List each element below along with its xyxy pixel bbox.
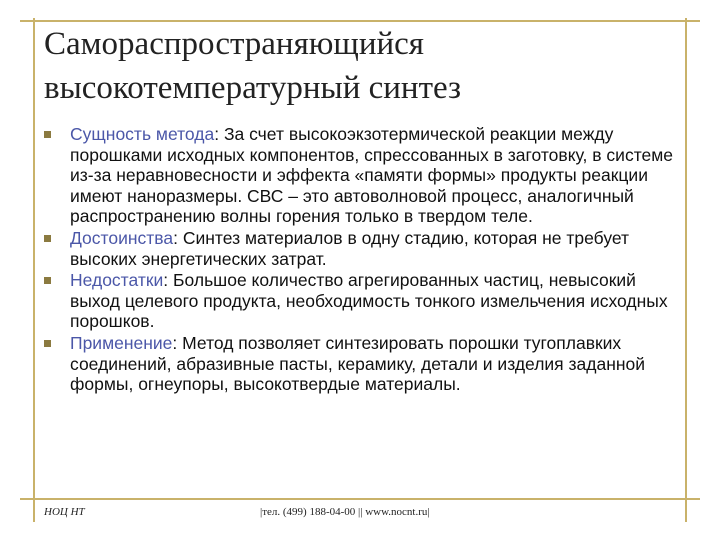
frame-left-line — [33, 18, 35, 522]
bullet-term: Сущность метода — [70, 124, 215, 144]
title-line-2: высокотемпературный синтез — [44, 70, 462, 106]
footer-contact: |тел. (499) 188-04-00 || www.nocnt.ru| — [260, 506, 430, 518]
bullet-item-application — [44, 333, 674, 395]
bullet-item-advantages — [44, 228, 674, 269]
square-bullet-icon — [44, 131, 51, 138]
bullet-text: : Синтез материалов в одну стадию, которая не требует высоких энергетических затрат. — [70, 227, 630, 269]
slide-title — [44, 22, 664, 110]
bullet-term: Достоинства — [70, 227, 174, 248]
square-bullet-icon — [44, 340, 51, 347]
footer-org: НОЦ НТ — [44, 506, 85, 518]
frame-bottom-line — [20, 498, 700, 500]
title-line-1: Самораспространяющийся — [44, 26, 424, 62]
bullet-term: Недостатки — [70, 270, 164, 291]
bullet-item-disadvantages — [44, 270, 674, 332]
bullet-term: Применение — [70, 332, 173, 353]
bullet-text: : За счет высокоэкзотермической реакции между порошками исходных компонентов, спрессованных в заготовку, в системе из-за неравновесности и эффекта «памяти формы» продукты реакции имеют наноразмеры. СВС – это автоволновой процесс, аналогичный распространению волны горения только в твердом теле. — [70, 124, 674, 227]
bullet-text: : Большое количество агрегированных частиц, невысокий выход целевого продукта, необходимость тонкого измельчения исходных порошков. — [70, 270, 668, 332]
square-bullet-icon — [44, 235, 51, 242]
bullet-item-essence — [44, 124, 674, 227]
bullet-list — [44, 124, 674, 396]
frame-right-line — [685, 18, 687, 522]
bullet-text: : Метод позволяет синтезировать порошки тугоплавких соединений, абразивные пасты, керамику, детали и изделия заданной формы, огнеупоры, высокотвердые материалы. — [70, 332, 646, 395]
square-bullet-icon — [44, 277, 51, 284]
